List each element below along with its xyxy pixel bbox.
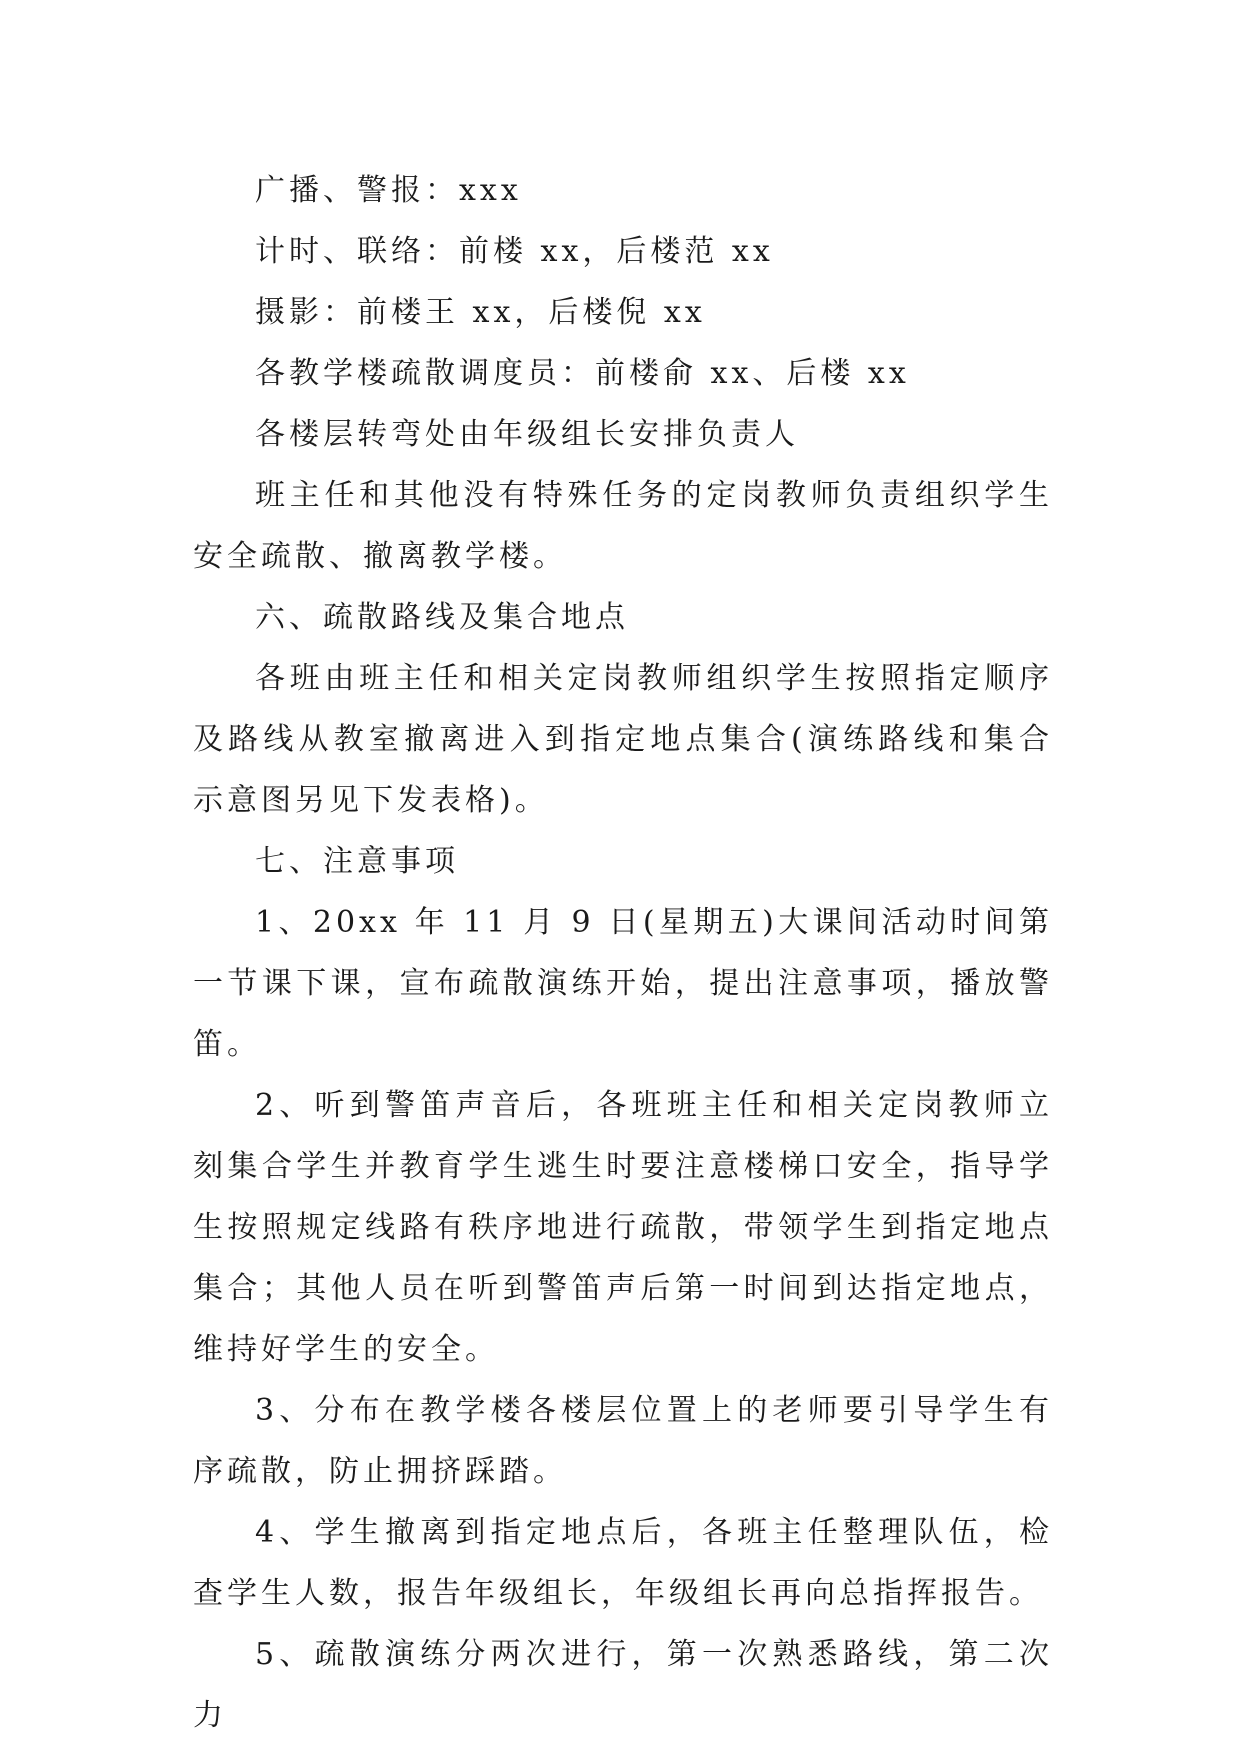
paragraph-floor-corners: 各楼层转弯处由年级组长安排负责人 xyxy=(255,417,799,452)
paragraph-evacuation-route: 各班由班主任和相关定岗教师组织学生按照指定顺序及路线从教室撤离进入到指定地点集合(演练路线和集合示意图另见下发表格)。 xyxy=(193,661,1053,818)
paragraph-note-3: 3、分布在教学楼各楼层位置上的老师要引导学生有序疏散，防止拥挤踩踏。 xyxy=(193,1393,1053,1489)
paragraph-note-2: 2、听到警笛声音后，各班班主任和相关定岗教师立刻集合学生并教育学生逃生时要注意楼梯口安全，指导学生按照规定线路有秩序地进行疏散，带领学生到指定地点集合；其他人员在听到警笛声后第一时间到达指定地点，维持好学生的安全。 xyxy=(193,1088,1053,1367)
paragraph-timing-contact: 计时、联络：前楼 xx，后楼范 xx xyxy=(255,234,774,269)
paragraph-evacuation-dispatchers: 各教学楼疏散调度员：前楼俞 xx、后楼 xx xyxy=(255,356,910,391)
document-body xyxy=(193,160,1053,1746)
heading-section-six: 六、疏散路线及集合地点 xyxy=(255,600,629,635)
paragraph-note-5: 5、疏散演练分两次进行，第一次熟悉路线，第二次力 xyxy=(193,1637,1053,1733)
heading-section-seven: 七、注意事项 xyxy=(255,844,459,879)
paragraph-note-4: 4、学生撤离到指定地点后，各班主任整理队伍，检查学生人数，报告年级组长，年级组长再向总指挥报告。 xyxy=(193,1515,1053,1611)
paragraph-head-teachers: 班主任和其他没有特殊任务的定岗教师负责组织学生安全疏散、撤离教学楼。 xyxy=(193,478,1053,574)
paragraph-photography: 摄影：前楼王 xx，后楼倪 xx xyxy=(255,295,706,330)
paragraph-broadcast-alarm: 广播、警报：xxx xyxy=(255,173,522,208)
paragraph-note-1: 1、20xx 年 11 月 9 日(星期五)大课间活动时间第一节课下课，宣布疏散演练开始，提出注意事项，播放警笛。 xyxy=(193,905,1053,1062)
